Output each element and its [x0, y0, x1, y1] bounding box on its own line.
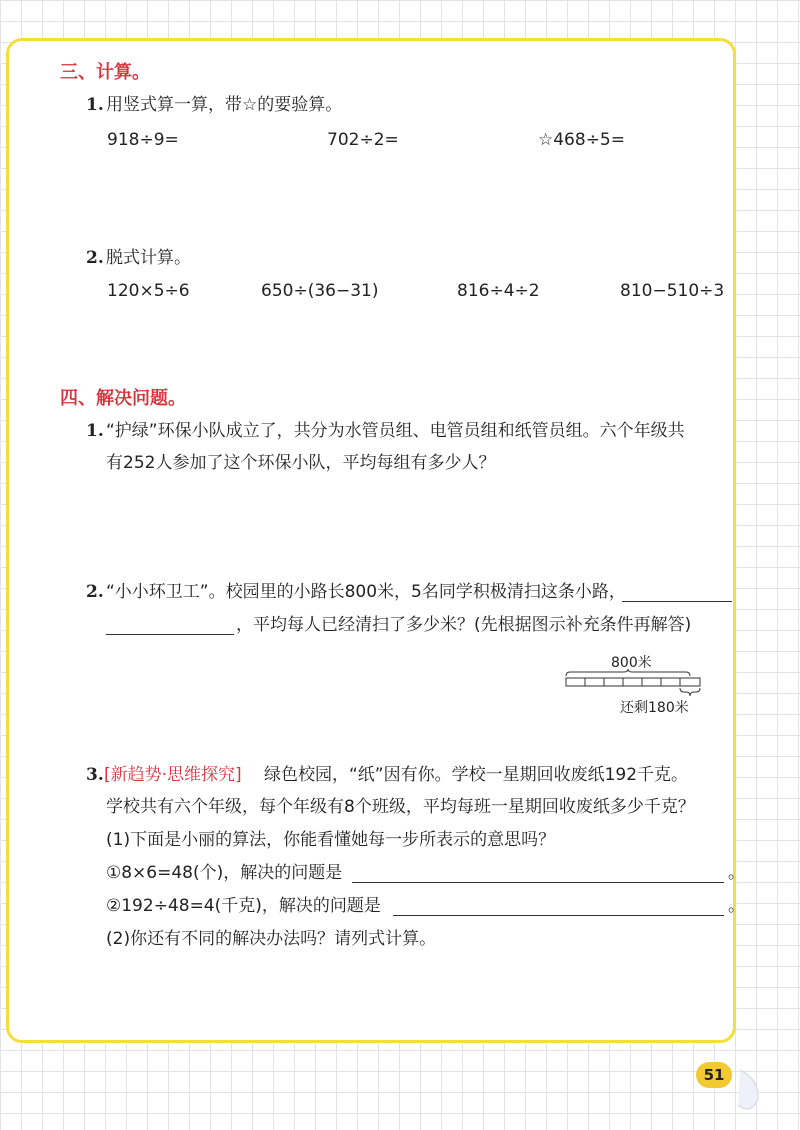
expression: 702÷2=: [327, 130, 399, 150]
topic-tag: [新趋势·思维探究]: [104, 765, 242, 785]
period-mark: 。: [728, 863, 745, 883]
expression: ☆468÷5=: [538, 130, 625, 150]
sub-question: (2)你还有不同的解决办法吗？请列式计算。: [106, 929, 437, 949]
question-text: 用竖式算一算，带☆的要验算。: [106, 95, 343, 115]
page-number: 51: [696, 1062, 732, 1088]
expression: 650÷(36−31): [261, 281, 379, 301]
question-number: 3.: [86, 765, 104, 785]
step-one: ①8×6=48(个)，解决的问题是: [106, 863, 343, 883]
answer-blank[interactable]: [622, 601, 732, 602]
question-number: 1.: [86, 95, 104, 115]
answer-blank[interactable]: [393, 915, 724, 916]
question-text-line: 有252人参加了这个环保小队，平均每组有多少人？: [106, 453, 496, 473]
expression: 810−510÷3: [620, 281, 725, 301]
diagram-remaining-label: 还剩180米: [620, 700, 689, 716]
period-mark: 。: [728, 896, 745, 916]
expression: 918÷9=: [107, 130, 179, 150]
answer-blank[interactable]: [106, 634, 234, 635]
decorative-drop-icon: [730, 1060, 780, 1120]
question-text-line: ，平均每人已经清扫了多少米？(先根据图示补充条件再解答): [236, 615, 692, 635]
section-title-problems: 四、解决问题。: [60, 388, 186, 409]
section-title-calc: 三、计算。: [60, 62, 150, 83]
sub-question: (1)下面是小丽的算法，你能看懂她每一步所表示的意思吗？: [106, 830, 556, 850]
question-text-line: 绿色校园，“纸”因有你。学校一星期回收废纸192千克。: [264, 765, 689, 785]
expression: 120×5÷6: [107, 281, 190, 301]
question-text-line: “小小环卫工”。校园里的小路长800米，5名同学积极清扫这条小路，: [106, 582, 626, 602]
question-text: 脱式计算。: [106, 248, 191, 268]
question-number: 2.: [86, 582, 104, 602]
diagram-total-label: 800米: [611, 655, 652, 671]
question-number: 1.: [86, 421, 104, 441]
expression: 816÷4÷2: [457, 281, 540, 301]
answer-blank[interactable]: [352, 882, 724, 883]
question-text-line: “护绿”环保小队成立了，共分为水管员组、电管员组和纸管员组。六个年级共: [106, 421, 685, 441]
question-number: 2.: [86, 248, 104, 268]
road-diagram: [560, 668, 710, 698]
content-panel: [6, 38, 736, 1043]
question-text-line: 学校共有六个年级，每个年级有8个班级，平均每班一星期回收废纸多少千克？: [106, 797, 695, 817]
step-two: ②192÷48=4(千克)，解决的问题是: [106, 896, 381, 916]
